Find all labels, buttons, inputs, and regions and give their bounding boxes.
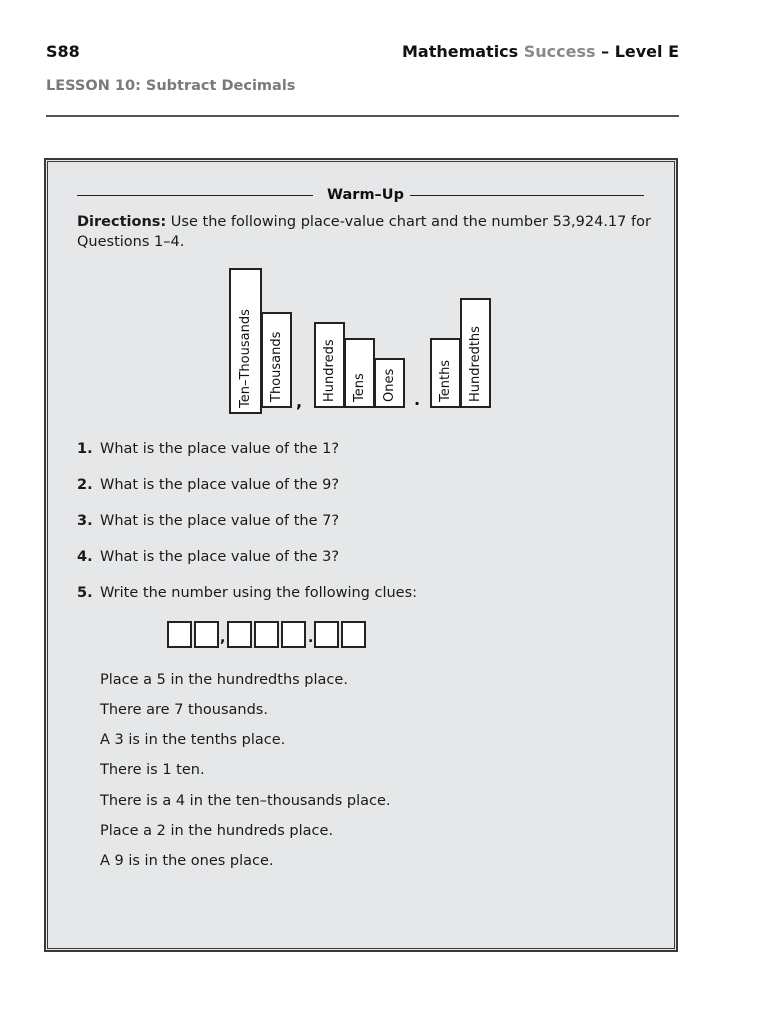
digit-box (194, 621, 219, 648)
clue-item: Place a 5 in the hundredths place. (100, 672, 348, 688)
warmup-rule-right (410, 195, 644, 196)
digit-box (227, 621, 252, 648)
digit-box (281, 621, 306, 648)
question-text: What is the place value of the 7? (100, 513, 340, 529)
question-4 (77, 549, 339, 565)
pv-label: Hundreds (321, 339, 337, 402)
question-number: 2. (77, 477, 93, 493)
pv-label: Tenths (437, 359, 453, 402)
pv-box-tenths (430, 338, 461, 408)
pv-label: Ten–Thousands (237, 309, 253, 408)
header-divider (46, 115, 679, 117)
clue-item: There is a 4 in the ten–thousands place. (100, 793, 391, 809)
pv-label: Thousands (268, 331, 284, 402)
warmup-title: Warm–Up (327, 187, 404, 203)
pv-box-thousands (261, 312, 292, 408)
book-title-accent: Success (523, 42, 596, 61)
question-text: Write the number using the following clues: (100, 585, 418, 601)
digit-box (167, 621, 192, 648)
page-code: S88 (46, 42, 80, 61)
question-text: What is the place value of the 1? (100, 441, 340, 457)
question-5 (77, 585, 417, 601)
question-number: 5. (77, 585, 93, 601)
clue-item: There are 7 thousands. (100, 702, 268, 718)
pv-box-hundreds (314, 322, 345, 408)
question-text: What is the place value of the 9? (100, 477, 340, 493)
pv-label: Ones (381, 368, 397, 402)
pv-box-hundredths (460, 298, 491, 408)
question-text: What is the place value of the 3? (100, 549, 340, 565)
question-number: 3. (77, 513, 93, 529)
question-3 (77, 513, 339, 529)
clue-item: A 9 is in the ones place. (100, 853, 274, 869)
clue-item: A 3 is in the tenths place. (100, 732, 286, 748)
directions-label: Directions: (77, 214, 167, 230)
answer-decimal-point: . (308, 630, 314, 646)
pv-comma: , (296, 392, 303, 411)
pv-box-ten-thousands (229, 268, 262, 414)
question-1 (77, 441, 339, 457)
pv-label: Tens (351, 373, 367, 402)
book-title-prefix: Mathematics (401, 42, 524, 61)
clue-item: There is 1 ten. (100, 762, 205, 778)
question-number: 1. (77, 441, 93, 457)
digit-box (314, 621, 339, 648)
question-number: 4. (77, 549, 93, 565)
warmup-rule-left (77, 195, 313, 196)
directions-text: Use the following place-value chart and the number 53,924.17 for Questions 1–4. (77, 214, 651, 250)
answer-comma: , (220, 630, 226, 646)
pv-decimal-point: . (414, 390, 421, 409)
warmup-panel (45, 159, 677, 951)
book-title (402, 42, 679, 61)
pv-label: Hundredths (467, 326, 483, 402)
clue-item: Place a 2 in the hundreds place. (100, 823, 334, 839)
directions (77, 212, 657, 252)
pv-box-tens (344, 338, 375, 408)
digit-box (254, 621, 279, 648)
lesson-title: LESSON 10: Subtract Decimals (46, 78, 296, 94)
pv-box-ones (374, 358, 405, 408)
question-2 (77, 477, 339, 493)
digit-box (341, 621, 366, 648)
book-title-suffix: – Level E (595, 42, 679, 61)
